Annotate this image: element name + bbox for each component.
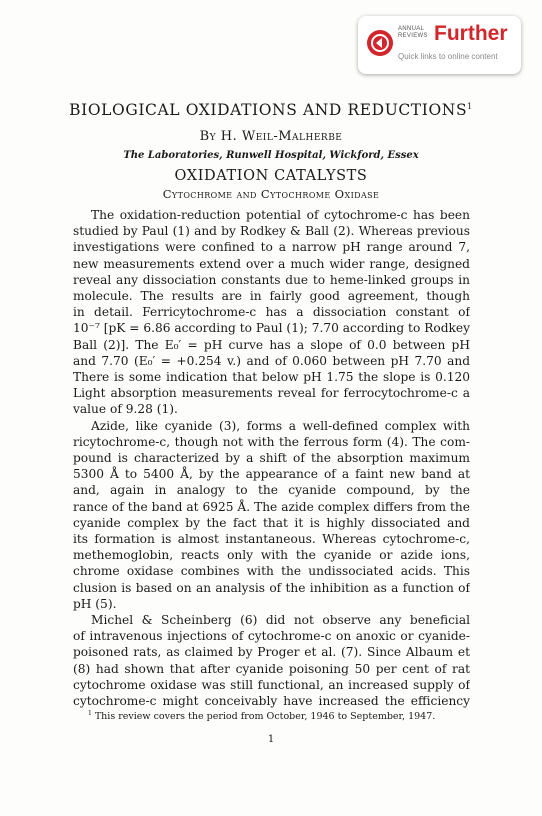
affiliation: The Laboratories, Runwell Hospital, Wickford, Essex [123,150,419,161]
body-line: 5300 Å to 5400 Å, by the appearance of a faint new band at [73,467,470,482]
annual-reviews-brand [398,26,432,40]
title-text: BIOLOGICAL OXIDATIONS AND REDUCTIONS [69,101,468,119]
body-line: Light absorption measurements reveal for ferrocytochrome-c a [73,386,470,401]
brand-line-2: REVIEWS [398,33,428,39]
body-line: There is some indication that below pH 1.75 the slope is 0.120 [73,370,470,384]
body-line: pH (5). [73,596,117,611]
further-label: Further [434,22,508,45]
body-line: Michel & Scheinberg (6) did not observe any beneficial [91,613,470,627]
body-line: Ball (2)]. The E₀′ = pH curve has a slope of 0.0 between pH [73,337,470,352]
section-heading: OXIDATION CATALYSTS [174,168,368,184]
body-line: The oxidation-reduction potential of cytochrome-c has been [91,208,470,222]
body-line: cytochrome oxidase was still functional, an increased supply of [73,677,470,692]
further-subtitle: Quick links to online content [398,52,498,61]
body-line: cyanide complex by the fact that it is highly dissociated and [73,515,470,530]
annual-reviews-logo-icon [367,30,393,56]
footnote-mark: 1 [88,710,92,717]
body-line: of intravenous injections of cytochrome-c on anoxic or cyanide- [73,629,470,644]
body-line: its formation is almost instantaneous. Whereas cytochrome-c, [73,532,470,546]
body-line: Azide, like cyanide (3), forms a well-defined complex with [91,418,470,433]
footnote-text: This review covers the period from October, 1946 to September, 1947. [91,711,436,723]
body-line: reveal any dissociation constants due to heme-linked groups in [73,272,470,287]
body-line: and, again in analogy to the cyanide compound, by the [73,483,470,498]
body-line: new measurements extend over a much wider range, designed [73,256,470,271]
body-line: 10⁻⁷ [pK = 6.86 according to Paul (1); 7.70 according to Rodkey [73,321,470,336]
subsection-heading: Cytochrome and Cytochrome Oxidase [162,187,380,201]
body-line: chrome oxidase combines with the undissociated acids. This [73,564,470,579]
body-line: poisoned rats, as claimed by Proger et al. (7). Since Albaum et [73,645,470,660]
footnote [88,710,435,722]
body-line: and 7.70 (E₀′ = +0.254 v.) and of 0.060 between pH 7.70 and [73,353,470,368]
body-line: molecule. The results are in fairly good agreement, though [73,289,470,303]
body-line: in detail. Ferricytochrome-c has a dissociation constant of [73,305,470,320]
author-line: By H. Weil-Malherbe [199,129,343,144]
article-title [0,101,542,119]
body-line: studied by Paul (1) and by Rodkey & Ball (2). Whereas previous [73,224,470,239]
body-line: ricytochrome-c, though not with the ferrous form (4). The com- [73,434,470,449]
body-line: cytochrome-c might conceivably have increased the efficiency [73,694,470,708]
page-number: 1 [267,734,275,745]
body-line: rance of the band at 6925 Å. The azide complex differs from the [73,499,470,514]
brand-line-1: ANNUAL [398,26,425,32]
body-line: (8) had shown that after cyanide poisoning 50 per cent of rat [73,661,470,676]
body-line: methemoglobin, reacts only with the cyanide or azide ions, [73,548,470,563]
body-line: pound is characterized by a shift of the absorption maximum [73,451,470,465]
further-links-badge[interactable] [358,16,521,74]
body-line: investigations were confined to a narrow pH range around 7, [73,240,470,255]
body-line: clusion is based on an analysis of the inhibition as a function of [73,580,470,595]
body-line: value of 9.28 (1). [73,402,178,417]
title-footnote-mark: 1 [467,101,473,111]
